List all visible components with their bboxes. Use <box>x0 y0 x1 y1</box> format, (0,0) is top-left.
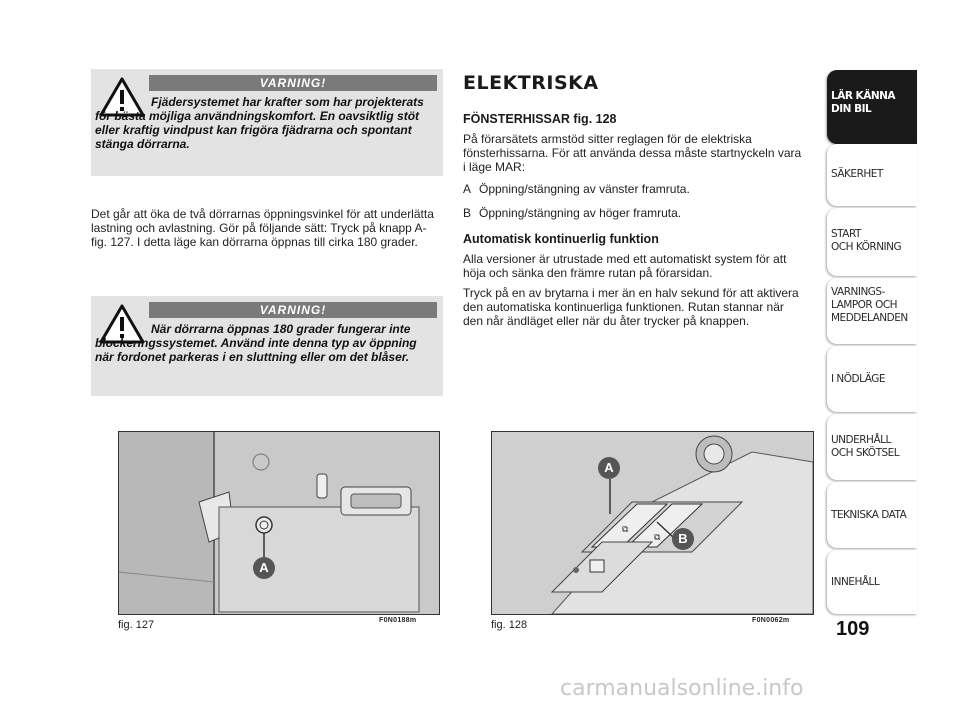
warning-text: När dörrarna öppnas 180 grader fungerar inte blockeringssystemet. Använd inte denna typ av öppning när fordonet parkeras i en sluttning eller om det blåser. <box>95 322 417 364</box>
section-subtitle: FÖNSTERHISSAR fig. 128 <box>463 112 617 126</box>
auto-function-p2: Tryck på en av brytarna i mer än en halv sekund för att aktivera den automatiska kontinuerliga funktionen. Rutan stannar när den når ändläget eller när du åter trycker på knappen. <box>463 286 799 328</box>
section-content <box>463 72 803 328</box>
tab-label: SÄKERHET <box>831 168 883 180</box>
warning-label: VARNING! <box>149 302 437 318</box>
item-key: A <box>463 182 472 196</box>
warning-box-spring <box>91 69 443 176</box>
warning-box-180 <box>91 296 443 396</box>
sidebar-tab-sakerhet[interactable] <box>827 144 917 206</box>
tab-label: TEKNISKA DATA <box>831 509 907 521</box>
sidebar-tab-varningslampor[interactable] <box>827 278 917 344</box>
list-item <box>463 206 803 220</box>
item-text: Öppning/stängning av vänster framruta. <box>479 182 690 196</box>
watermark: carmanualsonline.info <box>560 676 804 701</box>
sidebar-tab-tekniska-data[interactable] <box>827 482 917 548</box>
figure-127-label: fig. 127 <box>118 619 155 631</box>
tab-label: START OCH KÖRNING <box>831 228 902 253</box>
window-switch-illustration <box>492 432 813 614</box>
sidebar-tab-start[interactable] <box>827 208 917 276</box>
figure-128-label: fig. 128 <box>491 619 528 631</box>
item-text: Öppning/stängning av höger framruta. <box>479 206 682 220</box>
marker-a: A <box>598 457 620 479</box>
auto-function-title: Automatisk kontinuerlig funktion <box>463 232 659 246</box>
figure-127-code: F0N0188m <box>379 617 417 624</box>
sidebar-tab-innehall[interactable] <box>827 550 917 614</box>
figure-128-code: F0N0062m <box>752 617 790 624</box>
marker-b: B <box>672 528 694 550</box>
tab-label: VARNINGS- LAMPOR OCH MEDDELANDEN <box>831 286 908 324</box>
door-hinge-illustration <box>119 432 439 614</box>
sidebar-tab-nodlage[interactable] <box>827 346 917 412</box>
section-intro: På förarsätets armstöd sitter reglagen för de elektriska fönsterhissarna. För att använda dessa måste startnyckeln vara i läge MAR: <box>463 132 802 174</box>
sidebar-tab-lar-kanna[interactable] <box>827 70 917 144</box>
tab-label: INNEHÅLL <box>831 576 880 588</box>
tab-label: I NÖDLÄGE <box>831 373 885 385</box>
marker-a: A <box>253 557 275 579</box>
svg-text:⧉: ⧉ <box>622 524 629 534</box>
figure-128-image <box>491 431 814 615</box>
svg-text:⧉: ⧉ <box>654 532 661 542</box>
list-item <box>463 182 803 196</box>
door-angle-paragraph: Det går att öka de två dörrarnas öppningsvinkel för att underlätta lastning och avlastning. Gör på följande sätt: Tryck på knapp A-fig. 127. I detta läge kan dörrarna öppnas till cirka 180 grader. <box>91 207 434 249</box>
section-title: ELEKTRISKA <box>463 72 599 94</box>
item-key: B <box>463 206 472 220</box>
tab-label: LÄR KÄNNA DIN BIL <box>831 90 896 115</box>
warning-text: Fjädersystemet har krafter som har projekterats för bästa möjliga användningskomfort. En oavsiktlig stöt eller kraftig vindpust kan frigöra fjädrarna och spontant stänga dörrarna. <box>95 95 424 151</box>
warning-label: VARNING! <box>149 75 437 91</box>
figure-127-image <box>118 431 440 615</box>
page-number: 109 <box>836 618 870 640</box>
sidebar-tab-underhall[interactable] <box>827 414 917 480</box>
auto-function-p1: Alla versioner är utrustade med ett automatiskt system för att höja och sänka den främre rutan på förarsidan. <box>463 252 787 280</box>
tab-label: UNDERHÅLL OCH SKÖTSEL <box>831 434 900 459</box>
